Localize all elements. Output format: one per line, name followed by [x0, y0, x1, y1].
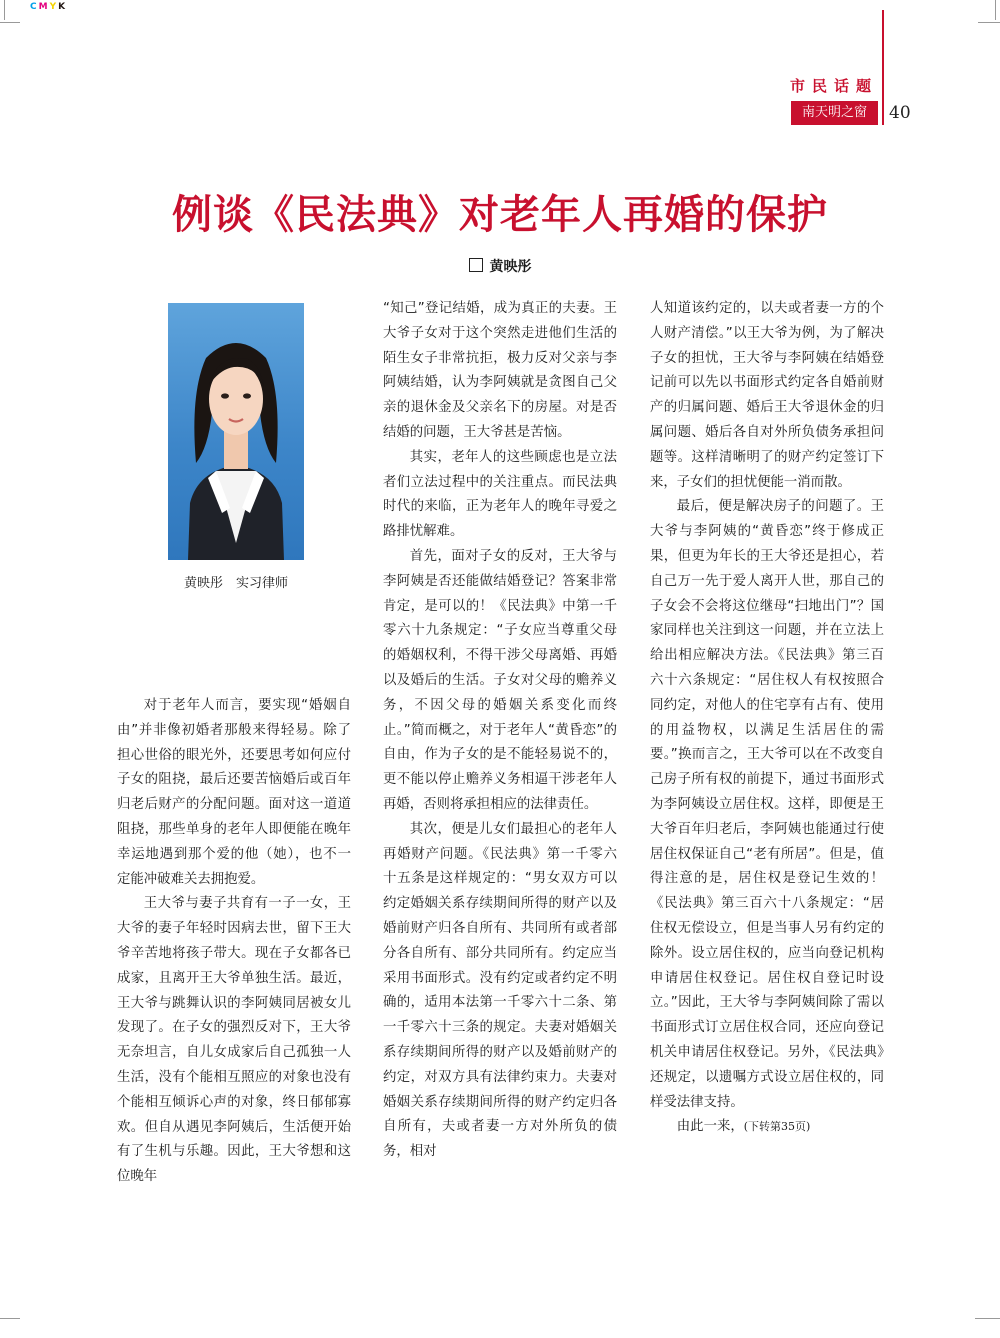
cmyk-y: Y: [49, 2, 59, 12]
crop-mark: [0, 22, 20, 23]
crop-mark: [4, 0, 5, 20]
cmyk-m: M: [38, 2, 50, 12]
article-column-middle: [383, 297, 617, 1165]
paragraph: 首先，面对子女的反对，王大爷与李阿姨是否还能做结婚登记？答案非常肯定，是可以的！《民法典》中第一千零六十九条规定：“子女应当尊重父母的婚姻权利，不得干涉父母离婚、再婚以及婚后的生活。子女对父母的赡养义务，不因父母的婚姻关系变化而终止。”简而概之，对于老年人“黄昏恋”的自由，作为子女的是不能轻易说不的，更不能以停止赡养义务相逼干涉老年人再婚，否则将承担相应的法律责任。: [383, 548, 617, 812]
author-name: 黄映彤: [489, 259, 532, 275]
author-photo: [168, 303, 304, 560]
square-icon: [469, 258, 483, 272]
crop-mark: [978, 22, 1000, 23]
crop-mark: [0, 1318, 20, 1319]
byline: [0, 256, 1000, 276]
header-divider-line: [882, 10, 884, 125]
cmyk-c: C: [30, 2, 39, 12]
closing-text: 由此一来，: [676, 1119, 744, 1135]
paragraph: 其实，老年人的这些顾虑也是立法者们立法过程中的关注重点。而民法典时代的来临，正为老年人的晚年寻爱之路排忧解难。: [383, 449, 617, 540]
paragraph: 其次，便是儿女们最担心的老年人再婚财产问题。《民法典》第一千零六十五条是这样规定的：“男女双方可以约定婚姻关系存续期间所得的财产以及婚前财产归各自所有、共同所有或者部分各自所有、部分共同所有。约定应当采用书面形式。没有约定或者约定不明确的，适用本法第一千零六十二条、第一千零六十三条的规定。夫妻对婚姻关系存续期间所得的财产以及婚前财产的约定，对双方具有法律约束力。夫妻对婚姻关系存续期间所得的财产约定归各自所有，夫或者妻一方对外所负的债务，相对: [383, 821, 617, 1160]
paragraph: 最后，便是解决房子的问题了。王大爷与李阿姨的“黄昏恋”终于修成正果，但更为年长的王大爷还是担心，若自己万一先于爱人离开人世，那自己的子女会不会将这位继母“扫地出门”？国家同样也关注到这一问题，并在立法上给出相应解决方法。《民法典》第三百六十六条规定：“居住权人有权按照合同约定，对他人的住宅享有占有、使用的用益物权，以满足生活居住的需要。”换而言之，王大爷可以在不改变自己房子所有权的前提下，通过书面形式为李阿姨设立居住权。这样，即便是王大爷百年归老后，李阿姨也能通过行使居住权保证自己“老有所居”。但是，值得注意的是，居住权是登记生效的！《民法典》第三百六十八条规定：“居住权无偿设立，但是当事人另有约定的除外。设立居住权的，应当向登记机构申请居住权登记。居住权自登记时设立。”因此，王大爷与李阿姨间除了需以书面形式订立居住权合同，还应向登记机关申请居住权登记。另外，《民法典》还规定，以遗嘱方式设立居住权的，同样受法律支持。: [650, 499, 884, 1110]
page-number: 40: [889, 103, 911, 123]
article-title: 例谈《民法典》对老年人再婚的保护: [172, 192, 828, 238]
paragraph: 王大爷与妻子共育有一子一女，王大爷的妻子年轻时因病去世，留下王大爷辛苦地将孩子带大。现在子女都各已成家，且离开王大爷单独生活。最近，王大爷与跳舞认识的李阿姨同居被女儿发现了。在子女的强烈反对下，王大爷无奈坦言，自儿女成家后自己孤独一人生活，没有个能相互照应的对象也没有个能相互倾诉心声的对象，终日郁郁寡欢。但自从遇见李阿姨后，生活便开始有了生机与乐趣。因此，王大爷想和这位晚年: [117, 896, 351, 1185]
section-title: 市民话题: [789, 77, 878, 95]
paragraph: 对于老年人而言，要实现“婚姻自由”并非像初婚者那般来得轻易。除了担心世俗的眼光外，还要思考如何应付子女的阻挠，最后还要苦恼婚后或百年归老后财产的分配问题。面对这一道道阻挠，那些单身的老年人即便能在晚年幸运地遇到那个爱的他（她），也不一定能冲破难关去拥抱爱。: [117, 698, 351, 887]
crop-mark: [995, 0, 996, 20]
paragraph: “知己”登记结婚，成为真正的夫妻。王大爷子女对于这个突然走进他们生活的陌生女子非常抗拒，极力反对父亲与李阿姨结婚，认为李阿姨就是贪图自己父亲的退休金及父亲名下的房屋。对是否结婚的问题，王大爷甚是苦恼。: [383, 301, 617, 440]
article-column-left: [117, 694, 351, 1190]
paragraph: 人知道该约定的，以夫或者妻一方的个人财产清偿。”以王大爷为例，为了解决子女的担忧，王大爷与李阿姨在结婚登记前可以先以书面形式约定各自婚前财产的归属问题、婚后王大爷退休金的归属问题、婚后各自对外所负债务承担问题等。这样清晰明了的财产约定签订下来，子女们的担忧便能一消而散。: [650, 301, 884, 490]
article-column-right: [650, 297, 884, 1140]
paragraph: [650, 1115, 884, 1140]
column-name-badge: 南天明之窗: [791, 101, 878, 125]
continued-note: (下转第35页): [743, 1120, 811, 1134]
photo-caption: 黄映彤 实习律师: [183, 576, 288, 591]
cmyk-registration-mark: [30, 2, 67, 12]
portrait-illustration: [168, 303, 304, 560]
crop-mark: [975, 1318, 1000, 1319]
cmyk-k: K: [58, 2, 68, 12]
